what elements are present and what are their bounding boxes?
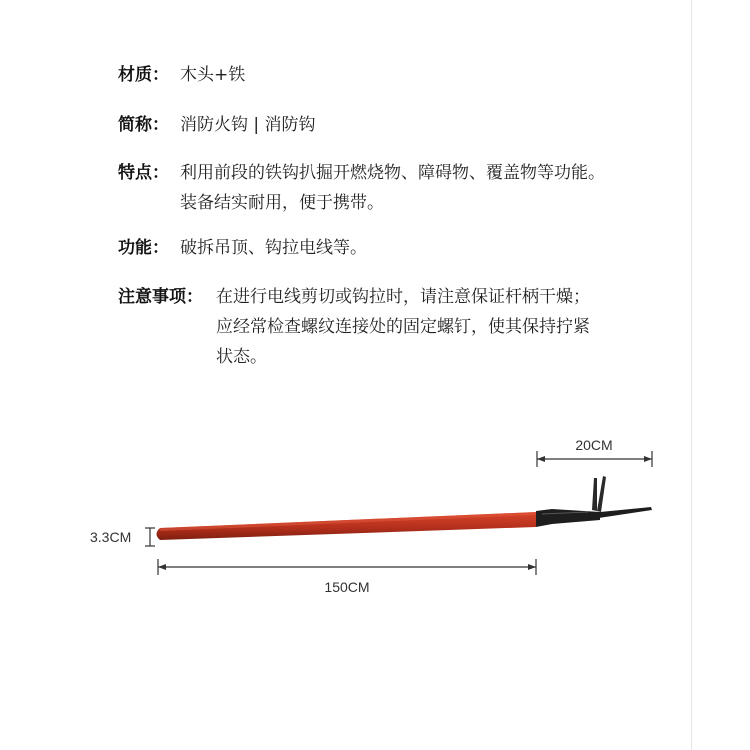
spec-label-material: 材质： — [118, 65, 169, 85]
metal-hook-head — [536, 476, 652, 527]
hook-length-dimension — [537, 437, 652, 467]
features-line: 装备结实耐用，便于携带。 — [180, 193, 384, 213]
notes-line: 状态。 — [216, 347, 267, 367]
spec-value-function: 破拆吊顶、钩拉电线等。 — [180, 238, 367, 258]
notes-line: 在进行电线剪切或钩拉时，请注意保证杆柄干燥； — [216, 287, 590, 307]
spec-label-features: 特点： — [118, 163, 169, 183]
diameter-label: 3.3CM — [90, 529, 132, 545]
wooden-handle — [157, 512, 537, 540]
handle-length-dimension — [158, 559, 536, 595]
hook-length-label: 20CM — [575, 437, 613, 453]
features-line: 利用前段的铁钩扒掘开燃烧物、障碍物、覆盖物等功能。 — [180, 163, 605, 183]
notes-line: 应经常检查螺纹连接处的固定螺钉，使其保持拧紧 — [216, 317, 590, 337]
spec-label-abbreviation: 简称： — [118, 115, 169, 135]
spec-label-notes: 注意事项： — [118, 287, 203, 307]
spec-value-abbreviation: 消防火钩 | 消防钩 — [180, 115, 316, 135]
spec-value-material: 木头+铁 — [180, 65, 246, 85]
handle-length-label: 150CM — [324, 579, 370, 595]
spec-label-function: 功能： — [118, 238, 169, 258]
diameter-dimension — [90, 528, 155, 546]
